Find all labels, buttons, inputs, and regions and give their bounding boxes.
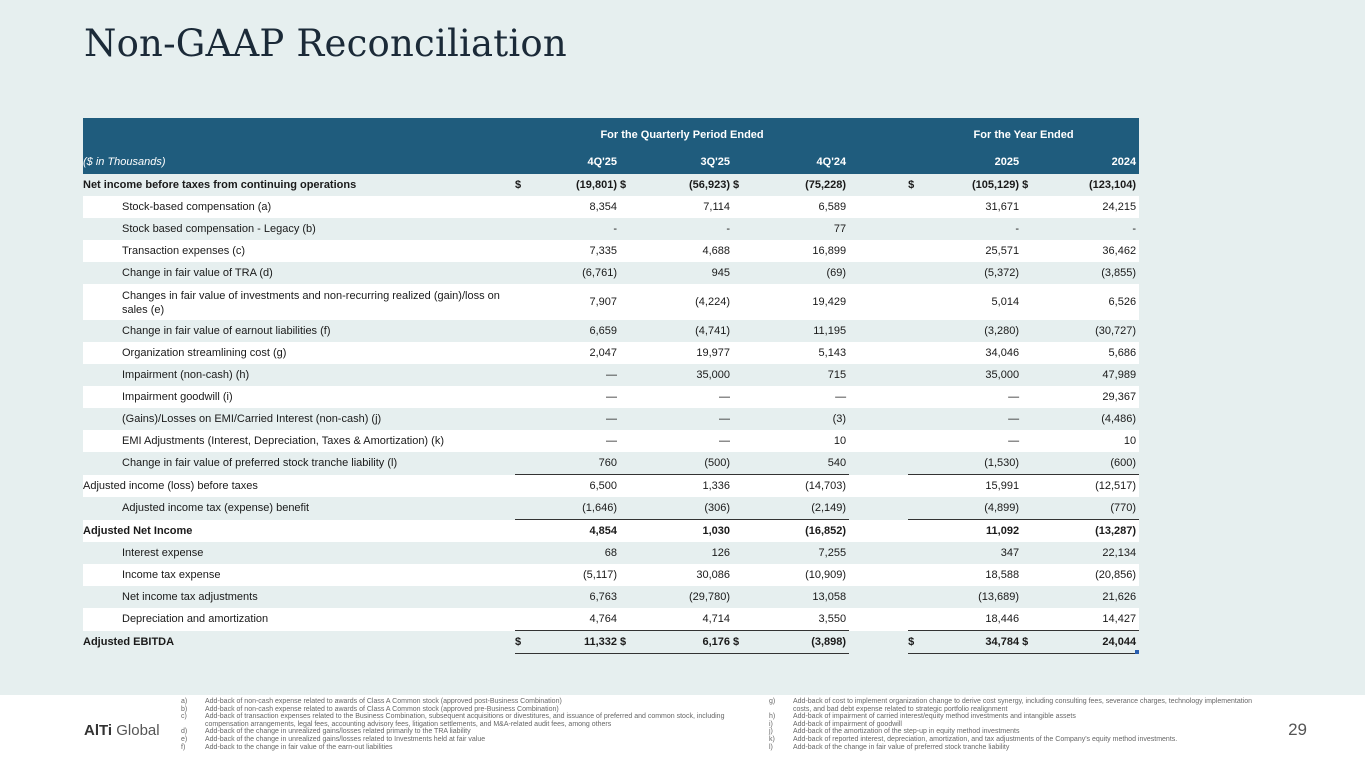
row-value: (4,486) <box>1038 408 1139 430</box>
yearly-group-header: For the Year Ended <box>908 118 1139 150</box>
row-value: (12,517) <box>1038 475 1139 498</box>
row-value: 24,215 <box>1038 196 1139 218</box>
row-value: 36,462 <box>1038 240 1139 262</box>
row-label: Changes in fair value of investments and non-recurring realized (gain)/loss on sales (e) <box>83 284 515 320</box>
row-value: — <box>636 430 733 452</box>
row-value: 5,014 <box>924 284 1022 320</box>
row-value: 22,134 <box>1038 542 1139 564</box>
row-value: 10 <box>1038 430 1139 452</box>
row-value: (10,909) <box>749 564 849 586</box>
dollar-sign: $ <box>733 174 749 196</box>
row-label: Organization streamlining cost (g) <box>83 342 515 364</box>
row-label: Change in fair value of TRA (d) <box>83 262 515 284</box>
row-value: (2,149) <box>749 497 849 520</box>
row-value: (56,923) <box>636 174 733 196</box>
footnote-text: Add-back of the change in fair value of preferred stock tranche liability <box>793 743 1010 751</box>
row-value: (16,852) <box>749 520 849 543</box>
row-value: (6,761) <box>531 262 620 284</box>
table-row <box>83 542 1139 564</box>
row-value: — <box>531 386 620 408</box>
column-header-4q24: 4Q'24 <box>749 150 849 174</box>
row-value: 18,446 <box>924 608 1022 631</box>
row-value: 19,977 <box>636 342 733 364</box>
row-value: (13,287) <box>1038 520 1139 543</box>
row-value: — <box>749 386 849 408</box>
row-value: 25,571 <box>924 240 1022 262</box>
row-value: 347 <box>924 542 1022 564</box>
row-value: — <box>531 430 620 452</box>
group-header-row <box>83 118 1139 150</box>
row-label: Income tax expense <box>83 564 515 586</box>
row-value: 5,686 <box>1038 342 1139 364</box>
row-value: - <box>531 218 620 240</box>
row-label: Stock-based compensation (a) <box>83 196 515 218</box>
row-value: (4,741) <box>636 320 733 342</box>
footnote <box>181 744 741 752</box>
reconciliation-table <box>83 118 1139 654</box>
dollar-sign: $ <box>908 631 924 654</box>
table-row <box>83 520 1139 543</box>
row-value: 7,114 <box>636 196 733 218</box>
row-value: 126 <box>636 542 733 564</box>
row-value: 21,626 <box>1038 586 1139 608</box>
footnote <box>769 713 1259 721</box>
column-header-4q25: 4Q'25 <box>531 150 620 174</box>
table-row <box>83 196 1139 218</box>
row-value: 15,991 <box>924 475 1022 498</box>
row-value: (19,801) <box>531 174 620 196</box>
row-value: 68 <box>531 542 620 564</box>
units-label: ($ in Thousands) <box>83 150 515 174</box>
row-value: (1,530) <box>924 452 1022 475</box>
page-title: Non-GAAP Reconciliation <box>84 22 567 65</box>
row-value: 6,500 <box>531 475 620 498</box>
row-value: 11,332 <box>531 631 620 654</box>
row-label: Adjusted EBITDA <box>83 631 515 654</box>
row-value: — <box>924 408 1022 430</box>
row-value: 4,764 <box>531 608 620 631</box>
row-value: 2,047 <box>531 342 620 364</box>
dollar-sign: $ <box>515 174 531 196</box>
footnote-text: Add-back of the amortization of the step-up in equity method investments <box>793 728 1020 736</box>
footnote <box>769 721 1259 729</box>
row-value: 34,046 <box>924 342 1022 364</box>
row-value: (105,129) <box>924 174 1022 196</box>
row-value: 6,176 <box>636 631 733 654</box>
row-value: 1,336 <box>636 475 733 498</box>
footnote-text: Add-back to the change in fair value of the earn-out liabilities <box>205 743 393 751</box>
row-value: 35,000 <box>924 364 1022 386</box>
row-value: (600) <box>1038 452 1139 475</box>
row-value: 10 <box>749 430 849 452</box>
row-value: — <box>531 364 620 386</box>
row-value: 760 <box>531 452 620 475</box>
column-header-2025: 2025 <box>924 150 1022 174</box>
footnote-key: i) <box>769 720 773 728</box>
row-label: Adjusted Net Income <box>83 520 515 543</box>
row-value: (69) <box>749 262 849 284</box>
row-value: (1,646) <box>531 497 620 520</box>
footnote <box>769 736 1259 744</box>
dollar-sign: $ <box>733 631 749 654</box>
dollar-sign: $ <box>620 174 636 196</box>
row-label: Depreciation and amortization <box>83 608 515 631</box>
footnote-key: k) <box>769 735 775 743</box>
footnote <box>181 728 741 736</box>
row-value: 4,688 <box>636 240 733 262</box>
row-value: (5,372) <box>924 262 1022 284</box>
row-value: 47,989 <box>1038 364 1139 386</box>
row-value: 77 <box>749 218 849 240</box>
company-logo <box>84 722 160 739</box>
table-row <box>83 240 1139 262</box>
row-label: Impairment goodwill (i) <box>83 386 515 408</box>
row-value: 35,000 <box>636 364 733 386</box>
row-value: (3,898) <box>749 631 849 654</box>
row-value: 7,255 <box>749 542 849 564</box>
row-value: 11,092 <box>924 520 1022 543</box>
row-value: 34,784 <box>924 631 1022 654</box>
row-value: 31,671 <box>924 196 1022 218</box>
row-label: Interest expense <box>83 542 515 564</box>
footnote <box>181 736 741 744</box>
table-row <box>83 174 1139 196</box>
footnote-key: j) <box>769 728 773 736</box>
row-value: 7,907 <box>531 284 620 320</box>
row-value: 3,550 <box>749 608 849 631</box>
row-value: 945 <box>636 262 733 284</box>
footnote <box>769 728 1259 736</box>
reconciliation-table-container <box>83 118 1139 654</box>
row-value: (4,224) <box>636 284 733 320</box>
row-value: — <box>636 408 733 430</box>
footnote-key: h) <box>769 713 776 721</box>
logo-suffix: Global <box>116 722 160 739</box>
row-value: 30,086 <box>636 564 733 586</box>
row-value: (123,104) <box>1038 174 1139 196</box>
footnote-key: a) <box>181 698 188 705</box>
row-value: (20,856) <box>1038 564 1139 586</box>
footnote-text: Add-back of non-cash expense related to awards of Class A Common stock (approved post-Business Combination) <box>205 698 562 705</box>
footnote-text: Add-back of cost to implement organization change to derive cost synergy, including consulting fees, severance charges, technology implementation costs, and bad debt expense related to strategic portfolio realignment <box>793 698 1253 713</box>
row-value: (29,780) <box>636 586 733 608</box>
footnote-text: Add-back of impairment of goodwill <box>793 720 902 728</box>
footnote-key: e) <box>181 735 188 743</box>
footnote-key: d) <box>181 728 188 736</box>
table-row <box>83 452 1139 475</box>
footnote-text: Add-back of the change in unrealized gains/losses related to Investments held at fair value <box>205 735 486 743</box>
row-value: — <box>924 430 1022 452</box>
row-value: 8,354 <box>531 196 620 218</box>
row-value: (770) <box>1038 497 1139 520</box>
footnote-key: f) <box>181 743 186 751</box>
row-value: (14,703) <box>749 475 849 498</box>
row-value: 6,526 <box>1038 284 1139 320</box>
row-value: 24,044 <box>1038 631 1139 654</box>
row-label: Impairment (non-cash) (h) <box>83 364 515 386</box>
row-label: Stock based compensation - Legacy (b) <box>83 218 515 240</box>
footnote-text: Add-back of reported interest, depreciation, amortization, and tax adjustments of the Company's equity method investments. <box>793 735 1178 743</box>
row-value: 13,058 <box>749 586 849 608</box>
table-row <box>83 564 1139 586</box>
footnote-text: Add-back of non-cash expense related to awards of Class A Common stock (approved pre-Business Combination) <box>205 705 559 713</box>
row-label: Adjusted income tax (expense) benefit <box>83 497 515 520</box>
footnote-text: Add-back of transaction expenses related to the Business Combination, subsequent acquisitions or divestitures, and issuance of preferred and common stock, including compensation arrangements, legal fees, accounting advisory fees, litigation settlements, and M&A-related audit fees, among others <box>205 713 725 728</box>
column-header-3q25: 3Q'25 <box>636 150 733 174</box>
row-value: 715 <box>749 364 849 386</box>
table-row <box>83 497 1139 520</box>
corner-marker <box>1135 650 1139 654</box>
footnote <box>181 713 741 728</box>
row-value: (4,899) <box>924 497 1022 520</box>
footnote-key: b) <box>181 705 188 713</box>
dollar-sign: $ <box>620 631 636 654</box>
row-label: Change in fair value of preferred stock tranche liability (l) <box>83 452 515 475</box>
footnote-key: l) <box>769 743 773 751</box>
row-value: (500) <box>636 452 733 475</box>
row-value: (3,280) <box>924 320 1022 342</box>
row-value: 19,429 <box>749 284 849 320</box>
column-header-row <box>83 150 1139 174</box>
row-label: Transaction expenses (c) <box>83 240 515 262</box>
row-value: 4,714 <box>636 608 733 631</box>
row-value: — <box>531 408 620 430</box>
row-value: 11,195 <box>749 320 849 342</box>
row-label: (Gains)/Losses on EMI/Carried Interest (non-cash) (j) <box>83 408 515 430</box>
table-row <box>83 262 1139 284</box>
row-value: 540 <box>749 452 849 475</box>
row-value: (75,228) <box>749 174 849 196</box>
row-value: 6,763 <box>531 586 620 608</box>
dollar-sign: $ <box>1022 174 1038 196</box>
row-value: — <box>924 386 1022 408</box>
footnote-text: Add-back of the change in unrealized gains/losses related primarily to the TRA liability <box>205 728 471 736</box>
dollar-sign: $ <box>1022 631 1038 654</box>
row-value: - <box>1038 218 1139 240</box>
quarterly-group-header: For the Quarterly Period Ended <box>515 118 849 150</box>
row-value: — <box>636 386 733 408</box>
column-header-2024: 2024 <box>1038 150 1139 174</box>
footnote <box>769 744 1259 752</box>
footnote <box>769 698 1259 713</box>
dollar-sign: $ <box>515 631 531 654</box>
row-label: Net income before taxes from continuing operations <box>83 174 515 196</box>
row-value: (3) <box>749 408 849 430</box>
row-label: EMI Adjustments (Interest, Depreciation, Taxes & Amortization) (k) <box>83 430 515 452</box>
table-row <box>83 342 1139 364</box>
footnote-key: g) <box>769 698 776 705</box>
row-value: 5,143 <box>749 342 849 364</box>
row-value: (3,855) <box>1038 262 1139 284</box>
row-value: (30,727) <box>1038 320 1139 342</box>
row-value: 6,589 <box>749 196 849 218</box>
row-value: 29,367 <box>1038 386 1139 408</box>
table-body <box>83 174 1139 654</box>
row-value: 14,427 <box>1038 608 1139 631</box>
table-row <box>83 364 1139 386</box>
row-value: 1,030 <box>636 520 733 543</box>
row-value: - <box>636 218 733 240</box>
row-label: Net income tax adjustments <box>83 586 515 608</box>
footnotes-right <box>769 698 1259 751</box>
row-value: (306) <box>636 497 733 520</box>
row-label: Change in fair value of earnout liabilities (f) <box>83 320 515 342</box>
row-value: 6,659 <box>531 320 620 342</box>
footnote <box>181 698 741 706</box>
table-row <box>83 218 1139 240</box>
footnote <box>181 706 741 714</box>
table-row <box>83 408 1139 430</box>
row-value: 16,899 <box>749 240 849 262</box>
table-row <box>83 284 1139 320</box>
logo-brand: AlTi <box>84 722 113 739</box>
footnote-key: c) <box>181 713 187 721</box>
table-row <box>83 631 1139 654</box>
row-value: (5,117) <box>531 564 620 586</box>
row-value: 18,588 <box>924 564 1022 586</box>
footnotes-left <box>181 698 741 751</box>
row-value: - <box>924 218 1022 240</box>
table-row <box>83 586 1139 608</box>
row-label: Adjusted income (loss) before taxes <box>83 475 515 498</box>
table-row <box>83 608 1139 631</box>
dollar-sign: $ <box>908 174 924 196</box>
table-row <box>83 386 1139 408</box>
table-row <box>83 475 1139 498</box>
page-number: 29 <box>1288 720 1307 739</box>
row-value: 4,854 <box>531 520 620 543</box>
table-row <box>83 430 1139 452</box>
row-value: (13,689) <box>924 586 1022 608</box>
footnote-text: Add-back of impairment of carried interest/equity method investments and intangible assets <box>793 713 1076 721</box>
row-value: 7,335 <box>531 240 620 262</box>
table-row <box>83 320 1139 342</box>
